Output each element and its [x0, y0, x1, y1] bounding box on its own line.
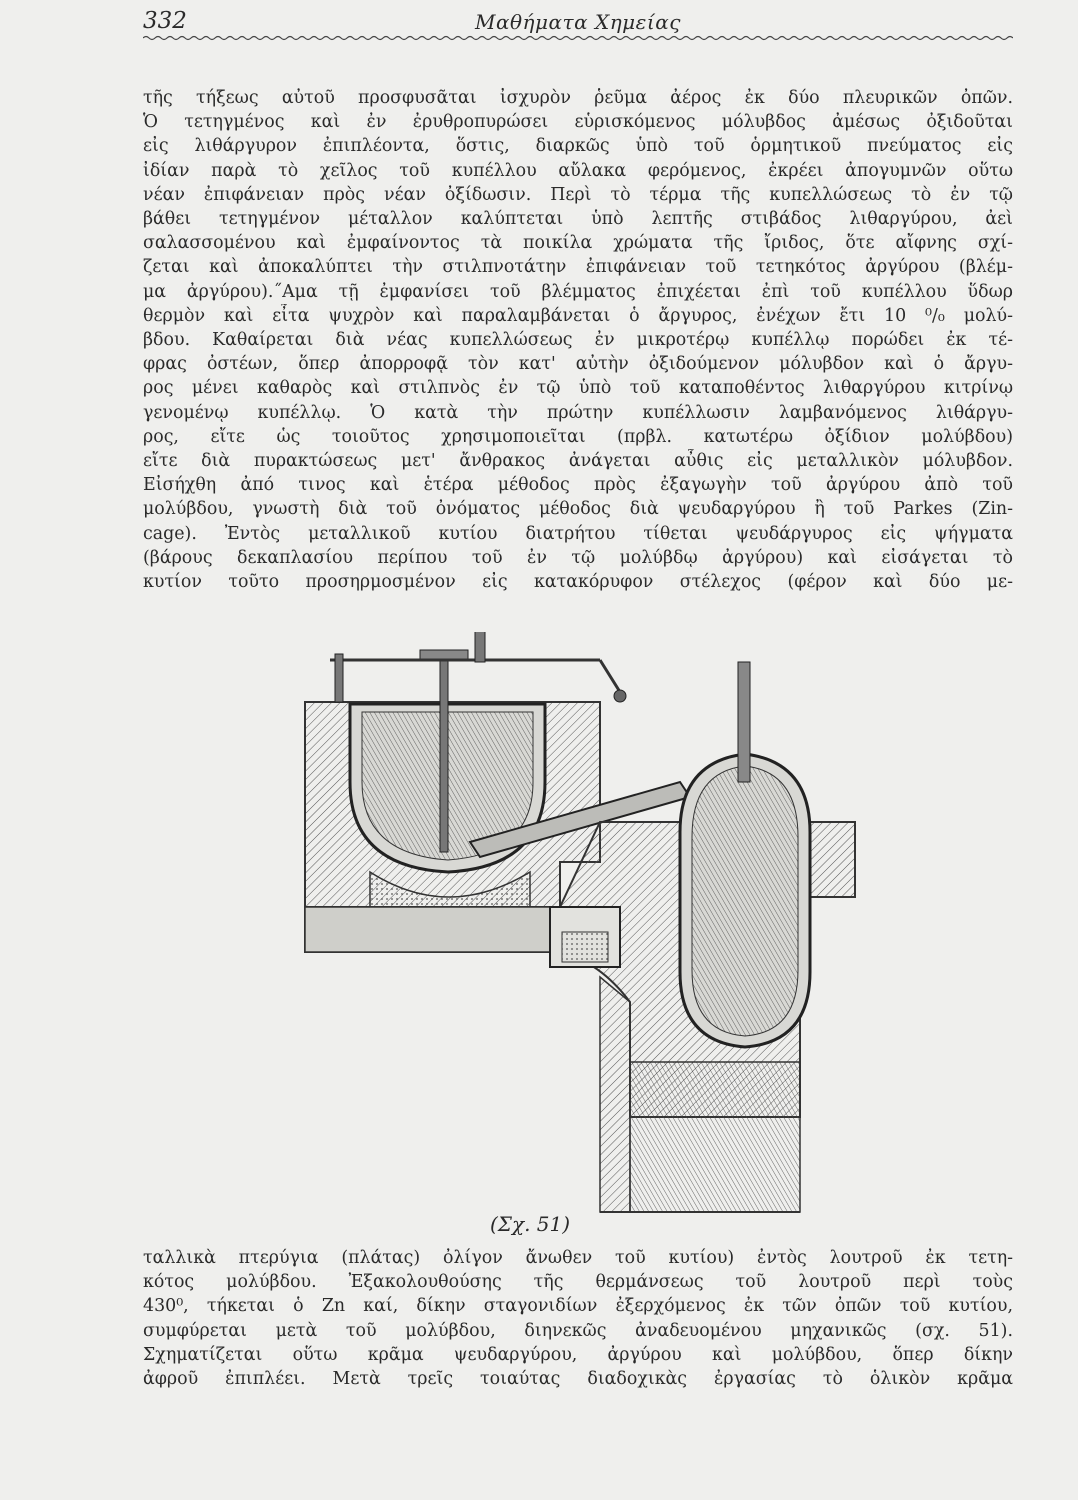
stirrer-shaft	[440, 652, 448, 852]
text-line: εἰς λιθάργυρον ἐπιπλέοντα, ὅστις, διαρκῶς ὑπὸ τοῦ ὁρμητικοῦ πνεύματος εἰς	[143, 136, 1013, 157]
header-wavy-rule	[143, 34, 1013, 42]
text-line: εἴτε διὰ πυρακτώσεως μετ' ἄνθρακος ἀνάγεται αὖθις εἰς μεταλλικὸν μόλυβδον.	[143, 451, 1013, 472]
text-line: σαλασσομένου καὶ ἐμφαίνοντος τὰ ποικίλα χρώματα τῆς ἴριδος, ὅτε αἴφνης σχί-	[143, 233, 1013, 254]
text-line: μολύβδου, γνωστὴ διὰ τοῦ ὀνόματος μέθοδος διὰ ψευδαργύρου ἢ τοῦ Parkes (Zin-	[143, 499, 1013, 520]
page-number: 332	[143, 8, 187, 34]
text-line: τῆς τήξεως αὐτοῦ προσφυσᾶται ἰσχυρὸν ῥεῦμα ἀέρος ἐκ δύο πλευρικῶν ὀπῶν.	[143, 88, 1013, 108]
text-line: κυτίον τοῦτο προσηρμοσμένον εἰς κατακόρυφον στέλεχος (φέρον καὶ δύο με-	[143, 572, 1013, 593]
text-line: cage). Ἐντὸς μεταλλικοῦ κυτίου διατρήτου τίθεται ψευδάργυρος εἰς ψήγματα	[143, 523, 1013, 544]
text-line: Ὁ τετηγμένος καὶ ἐν ἐρυθροπυρώσει εὑρισκόμενος μόλυβδος ἀμέσως ὀξιδοῦται	[143, 112, 1013, 133]
text-line: 430⁰, τήκεται ὁ Zn καί, δίκην σταγονιδίων ἐξερχόμενος ἐκ τῶν ὀπῶν τοῦ κυτίου,	[143, 1296, 1013, 1317]
text-line: συμφύρεται μετὰ τοῦ μολύβδου, διηνεκῶς ἀναδευομένου μηχανικῶς (σχ. 51).	[143, 1320, 1013, 1341]
text-line: φρας ὀστέων, ὅπερ ἀπορροφᾷ τὸν κατ' αὐτὴν ὀξιδούμενον μόλυβδον καὶ ὁ ἄργυ-	[143, 354, 1013, 375]
text-line: κότος μολύβδου. Ἐξακολουθούσης τῆς θερμάνσεως τοῦ λουτροῦ περὶ τοὺς	[143, 1272, 1013, 1293]
text-line: ταλλικὰ πτερύγια (πλάτας) ὀλίγον ἄνωθεν τοῦ κυτίου) ἐντὸς λουτροῦ ἐκ τετη-	[143, 1248, 1013, 1268]
desilvering-apparatus-illustration	[300, 632, 1000, 1217]
body-text-top	[143, 86, 1013, 594]
body-text-bottom	[143, 1246, 1013, 1391]
furnace-base	[630, 1062, 800, 1212]
text-line: ρος μένει καθαρὸς καὶ στιλπνὸς ἐν τῷ ὑπὸ τοῦ καταποθέντος λιθαργύρου κιτρίνῳ	[143, 378, 1013, 399]
lower-flue	[305, 907, 560, 952]
text-line: ζεται καὶ ἀποκαλύπτει τὴν στιλπνοτάτην ἐπιφάνειαν τοῦ τετηκότος ἀργύρου (βλέμ-	[143, 257, 1013, 278]
text-line: ρος, εἴτε ὡς τοιοῦτος χρησιμοποιεῖται (πρβλ. κατωτέρω ὀξίδιον μολύβδου)	[143, 426, 1013, 447]
text-line: Εἰσήχθη ἀπό τινος καὶ ἑτέρα μέθοδος πρὸς ἐξαγωγὴν τοῦ ἀργύρου ἀπὸ τοῦ	[143, 475, 1013, 496]
text-line: θερμὸν καὶ εἶτα ψυχρὸν καὶ παραλαμβάνεται ὁ ἄργυρος, ἐνέχων ἔτι 10 ⁰/₀ μολύ-	[143, 305, 1013, 326]
running-title: Μαθήματα Χημείας	[475, 10, 681, 34]
text-line: βάθει τετηγμένον μέταλλον καλύπτεται ὑπὸ λεπτῆς στιβάδος λιθαργύρου, ἀεὶ	[143, 209, 1013, 230]
text-line: ἰδίαν παρὰ τὸ χεῖλος τοῦ κυπέλλου αὔλακα φερόμενος, ἐκρέει ἀπογυμνῶν οὕτω	[143, 160, 1013, 181]
text-line: βδου. Καθαίρεται διὰ νέας κυπελλώσεως ἐν μικροτέρῳ κυπέλλῳ πορώδει ἐκ τέ-	[143, 330, 1013, 351]
text-line: νέαν ἐπιφάνειαν πρὸς νέαν ὀξίδωσιν. Περὶ τὸ τέρμα τῆς κυπελλώσεως τὸ ἐν τῷ	[143, 184, 1013, 205]
text-line: (βάρους δεκαπλασίου περίπου τοῦ ἐν τῷ μολύβδῳ ἀργύρου) καὶ εἰσάγεται τὸ	[143, 547, 1013, 568]
figure-caption: (Σχ. 51)	[490, 1212, 571, 1236]
text-line: μα ἀργύρου).˝Αμα τῇ ἐμφανίσει τοῦ βλέμματος ἐπιχέεται ἐπὶ τοῦ κυπέλλου ὕδωρ	[143, 281, 1013, 302]
text-line: Σχηματίζεται οὕτω κρᾶμα ψευδαργύρου, ἀργύρου καὶ μολύβδου, ὅπερ δίκην	[143, 1344, 1013, 1365]
text-line: γενομένῳ κυπέλλῳ. Ὁ κατὰ τὴν πρώτην κυπέλλωσιν λαμβανόμενος λιθάργυ-	[143, 402, 1013, 423]
right-vessel-pipe	[738, 662, 750, 782]
text-line: ἀφροῦ ἐπιπλέει. Μετὰ τρεῖς τοιαύτας διαδοχικὰς ἐργασίας τὸ ὁλικὸν κρᾶμα	[143, 1369, 1013, 1390]
